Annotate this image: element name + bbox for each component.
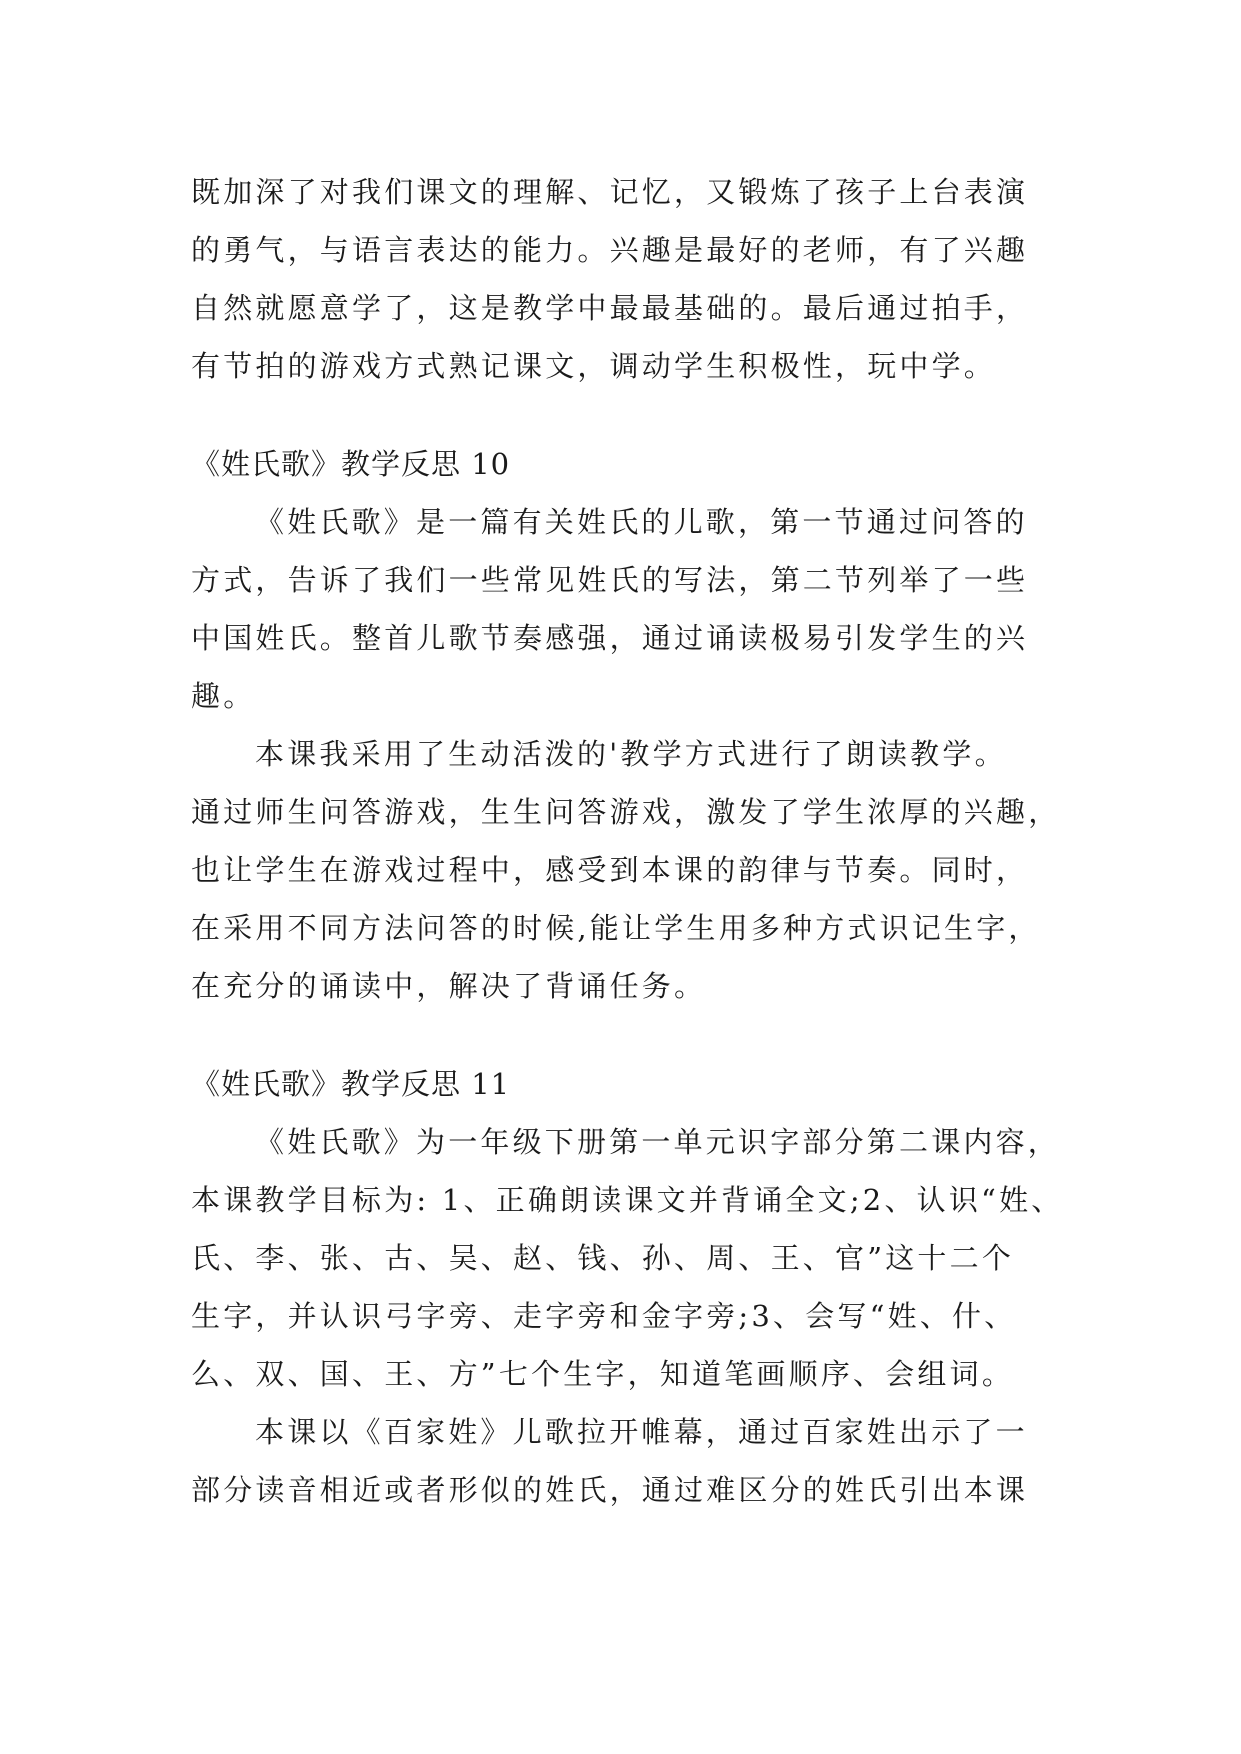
text-line: 《姓氏歌》为一年级下册第一单元识字部分第二课内容， <box>255 1125 1061 1159</box>
text-line: 自然就愿意学了，这是教学中最最基础的。最后通过拍手， <box>191 291 1029 325</box>
text-line: 本课以《百家姓》儿歌拉开帷幕，通过百家姓出示了一 <box>255 1415 1028 1449</box>
text-line: 氏、李、张、古、吴、赵、钱、孙、周、王、官”这十二个 <box>191 1241 1015 1275</box>
paragraph <box>191 1403 1071 1519</box>
text-line: 在充分的诵读中，解决了背诵任务。 <box>191 969 707 1003</box>
section-title: 《姓氏歌》教学反思 11 <box>191 1067 511 1101</box>
section-title: 《姓氏歌》教学反思 10 <box>191 447 511 481</box>
section-spacer <box>191 395 1071 435</box>
text-line: 在采用不同方法问答的时候,能让学生用多种方式识记生字， <box>191 911 1041 945</box>
text-line: 也让学生在游戏过程中，感受到本课的韵律与节奏。同时， <box>191 853 1029 887</box>
text-line: 趣。 <box>191 679 256 713</box>
text-line: 方式，告诉了我们一些常见姓氏的写法，第二节列举了一些 <box>191 563 1029 597</box>
section-spacer <box>191 1015 1071 1055</box>
text-line: 通过师生问答游戏，生生问答游戏，激发了学生浓厚的兴趣， <box>191 795 1061 829</box>
intro-paragraph <box>191 163 1071 395</box>
document-body <box>191 163 1071 1519</box>
paragraph <box>191 493 1071 725</box>
section-11 <box>191 1055 1071 1519</box>
text-line: 的勇气，与语言表达的能力。兴趣是最好的老师，有了兴趣 <box>191 233 1029 267</box>
text-line: 中国姓氏。整首儿歌节奏感强，通过诵读极易引发学生的兴 <box>191 621 1029 655</box>
text-line: 么、双、国、王、方”七个生字，知道笔画顺序、会组词。 <box>191 1357 1015 1391</box>
text-line: 《姓氏歌》是一篇有关姓氏的儿歌，第一节通过问答的 <box>255 505 1028 539</box>
text-line: 部分读音相近或者形似的姓氏，通过难区分的姓氏引出本课 <box>191 1473 1029 1507</box>
text-line: 本课教学目标为: 1、正确朗读课文并背诵全文;2、认识“姓、 <box>191 1183 1064 1217</box>
section-10 <box>191 435 1071 1015</box>
text-line: 本课我采用了生动活泼的'教学方式进行了朗读教学。 <box>255 737 1007 771</box>
text-line: 生字，并认识弓字旁、走字旁和金字旁;3、会写“姓、什、 <box>191 1299 1017 1333</box>
paragraph <box>191 725 1071 1015</box>
text-line: 既加深了对我们课文的理解、记忆，又锻炼了孩子上台表演 <box>191 175 1029 209</box>
paragraph <box>191 1113 1071 1403</box>
text-line: 有节拍的游戏方式熟记课文，调动学生积极性，玩中学。 <box>191 349 997 383</box>
